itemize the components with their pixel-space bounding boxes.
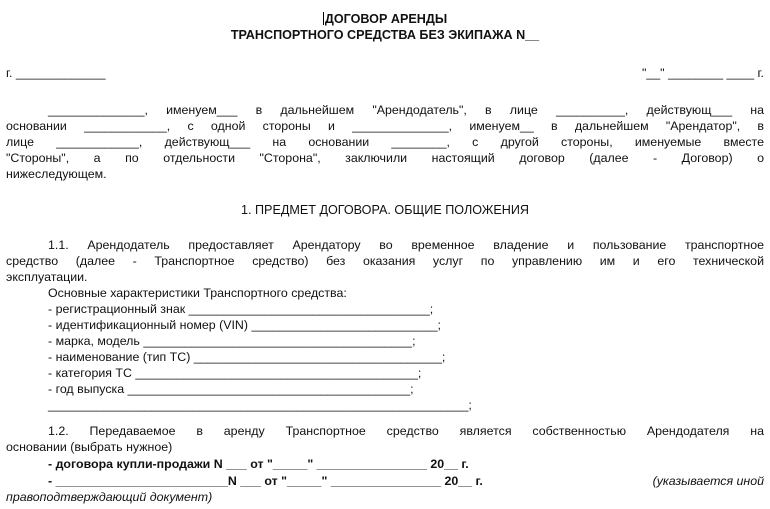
intro-line-4: "Стороны", а по отдельности "Сторона", заключили настоящий договор (далее - Договор) о: [6, 151, 764, 165]
place-line: г. _____________: [6, 66, 106, 80]
paragraph-1-2-line-1: 1.2. Передаваемое в аренду Транспортное средство является собственностью Арендодателя на: [48, 424, 764, 438]
char-registration-plate: - регистрационный знак ___________________________________;: [48, 302, 434, 316]
ownership-option-sale-contract: - договора купли-продажи N ___ от "_____" ________________ 20__ г.: [48, 457, 469, 471]
char-category: - категория ТС _________________________________________;: [48, 366, 422, 380]
intro-line-1: ______________, именуем___ в дальнейшем "Арендодатель", в лице __________, действующ___ на: [48, 103, 764, 117]
document-title-line1: ДОГОВОР АРЕНДЫ: [324, 12, 448, 26]
text-cursor: [323, 12, 324, 25]
section-1-heading: 1. ПРЕДМЕТ ДОГОВОРА. ОБЩИЕ ПОЛОЖЕНИЯ: [240, 203, 529, 217]
paragraph-1-1-line-3: эксплуатации.: [6, 270, 88, 284]
paragraph-1-1-line-1: 1.1. Арендодатель предоставляет Арендатору во временное владение и пользование транспортное: [48, 238, 764, 252]
document-title-line2: ТРАНСПОРТНОГО СРЕДСТВА БЕЗ ЭКИПАЖА N__: [230, 28, 540, 42]
intro-line-3: лице ____________, действующ___ на основании ________, с другой стороны, именуемые вместе: [6, 135, 764, 149]
char-vin: - идентификационный номер (VIN) ___________________________;: [48, 318, 441, 332]
date-line: "__" ________ ____ г.: [641, 66, 764, 80]
char-vehicle-type: - наименование (тип ТС) ____________________________________;: [48, 350, 446, 364]
char-make-model: - марка, модель _______________________________________;: [48, 334, 416, 348]
paragraph-1-1-line-2: средство (далее - Транспортное средство) без оказания услуг по управлению им и его технической: [6, 254, 764, 268]
ownership-option-other-text: - _________________________N ___ от "_____" ________________ 20__ г.: [48, 474, 483, 488]
ownership-option-other-note: (указывается иной: [652, 474, 764, 488]
ownership-option-other: [48, 474, 764, 488]
ownership-option-other-note-cont: правоподтверждающий документ): [6, 490, 213, 504]
intro-line-5: нижеследующем.: [6, 167, 107, 181]
characteristics-heading: Основные характеристики Транспортного средства:: [48, 286, 347, 300]
intro-line-2: основании ____________, с одной стороны и ______________, именуем__ в дальнейшем "Арендатор", в: [6, 119, 764, 133]
char-year: - год выпуска _________________________________________;: [48, 382, 414, 396]
paragraph-1-2-line-2: основании (выбрать нужное): [6, 440, 173, 454]
char-blank: _____________________________________________________________;: [48, 398, 472, 412]
